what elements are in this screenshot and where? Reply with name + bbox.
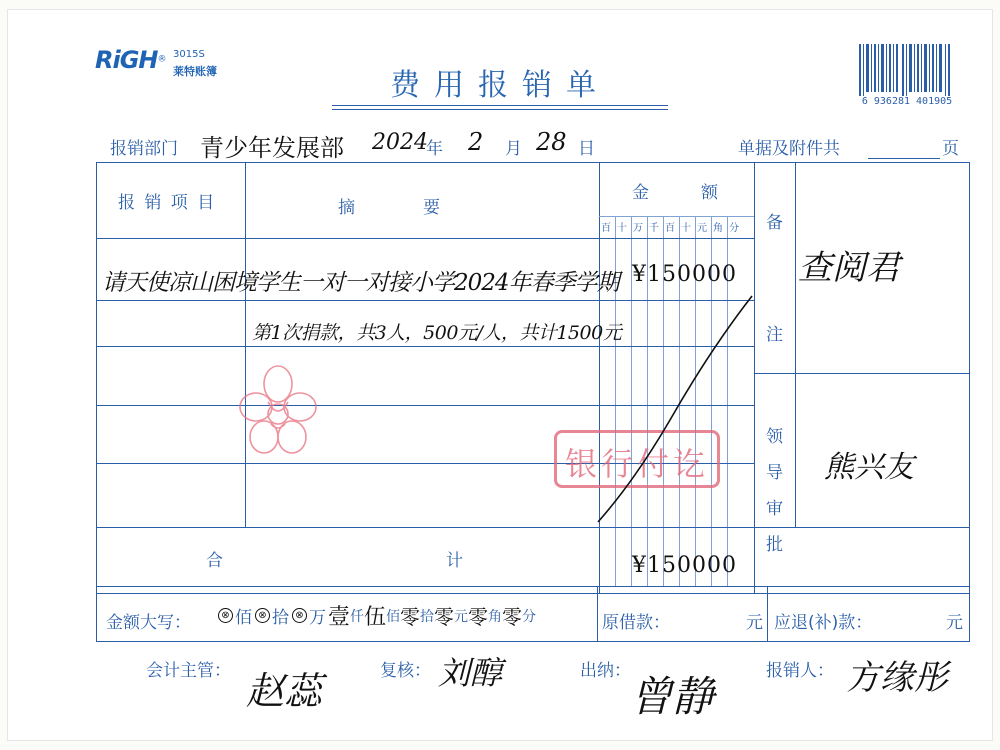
bank-paid-stamp-text: 银行付讫	[564, 445, 709, 483]
col-amount-header: 金 额	[632, 183, 724, 203]
review-signature: 刘醇	[438, 654, 503, 692]
accounting-signature: 赵蕊	[246, 669, 323, 713]
approval-char: 导	[766, 463, 783, 483]
digit-header: 百	[601, 223, 611, 234]
title-underline	[332, 105, 668, 106]
capital-row-divider	[96, 586, 970, 587]
capital-unit: 拾	[420, 608, 435, 625]
attachments-unit: 页	[942, 139, 959, 159]
capital-unit: 佰	[386, 608, 401, 625]
attachments-count-line	[868, 158, 940, 159]
refund-label: 应退(补)款：	[774, 613, 873, 633]
approval-signature: 熊兴友	[824, 450, 914, 485]
remark-char: 注	[766, 325, 783, 345]
claimant-label: 报销人：	[766, 661, 834, 681]
col-item-header: 报 销 项 目	[118, 193, 217, 213]
capital-unit: 佰	[235, 608, 252, 628]
accounting-label: 会计主管：	[146, 661, 231, 681]
col-summary-header: 摘 要	[338, 198, 440, 218]
approval-char: 审	[766, 499, 783, 519]
attachments-label: 单据及附件共	[738, 139, 840, 159]
capital-unit: 万	[309, 608, 326, 628]
capital-mark: ⊗	[218, 608, 233, 623]
advance-unit: 元	[746, 613, 763, 633]
capital-mark: 零	[400, 605, 421, 629]
digit-headers	[598, 219, 754, 233]
department-label: 报销部门	[110, 139, 178, 159]
total-label-left: 合	[206, 551, 223, 571]
red-seal-stamp	[238, 362, 318, 462]
capital-mark: 壹	[328, 605, 351, 630]
barcode-icon	[857, 44, 955, 96]
capital-mark: 伍	[364, 605, 387, 630]
remark-signature: 查阅君	[798, 248, 900, 288]
review-label: 复核：	[380, 661, 431, 681]
digit-header: 百	[665, 223, 675, 234]
logo-mark: RiGH	[95, 46, 158, 74]
year-label: 年	[426, 139, 443, 159]
capital-mark: ⊗	[255, 608, 270, 623]
form-title: 费用报销单	[390, 68, 610, 103]
capital-mark: ⊗	[292, 608, 307, 623]
capital-amount-label: 金额大写：	[106, 613, 191, 633]
claimant-signature: 方缘彤	[846, 658, 948, 698]
cashier-label: 出纳：	[580, 661, 631, 681]
day-label: 日	[578, 139, 595, 159]
title-underline-double	[332, 109, 668, 110]
digit-header: 十	[617, 223, 627, 234]
perforation-left	[0, 0, 12, 750]
capital-amount-items	[218, 600, 536, 631]
month-value: 2	[468, 128, 484, 156]
total-amount: ¥150000	[632, 553, 737, 578]
capital-mark: 零	[468, 605, 489, 629]
digit-header: 元	[697, 223, 707, 234]
row1-summary: 请天使凉山困境学生一对一对接小学2024年春季学期	[102, 270, 619, 296]
digit-header: 千	[649, 223, 659, 234]
day-value: 28	[536, 128, 567, 156]
digit-header: 角	[713, 223, 723, 234]
row1-amount: ¥150000	[632, 262, 737, 287]
refund-unit: 元	[946, 613, 963, 633]
approval-char: 批	[766, 535, 783, 555]
capital-unit: 仟	[350, 608, 365, 625]
expense-table	[96, 162, 970, 594]
month-label: 月	[505, 139, 522, 159]
total-label-right: 计	[446, 551, 463, 571]
digit-header: 万	[633, 223, 643, 234]
digit-header: 分	[729, 223, 739, 234]
perforation-right	[988, 0, 1000, 750]
capital-unit: 角	[488, 608, 503, 625]
capital-unit: 元	[454, 608, 469, 625]
logo-model: 3015S	[173, 49, 205, 60]
department-value: 青少年发展部	[200, 134, 344, 162]
logo-brand: 莱特账簿	[173, 65, 217, 78]
approval-char: 领	[766, 427, 783, 447]
advance-label: 原借款：	[602, 613, 670, 633]
cancel-diagonal-line	[590, 290, 760, 530]
year-value: 2024	[372, 130, 428, 155]
capital-unit: 拾	[272, 608, 289, 628]
capital-unit: 分	[522, 608, 537, 625]
capital-mark: 零	[434, 605, 455, 629]
row2-summary: 第1次捐款，共3人，500元/人，共计1500元	[252, 322, 622, 344]
remark-char: 备	[766, 213, 783, 233]
registered-mark: ®	[157, 54, 167, 65]
capital-mark: 零	[502, 605, 523, 629]
digit-header: 十	[681, 223, 691, 234]
cashier-signature: 曾静	[630, 672, 715, 721]
barcode-number: 6 936281 401905	[861, 96, 953, 107]
